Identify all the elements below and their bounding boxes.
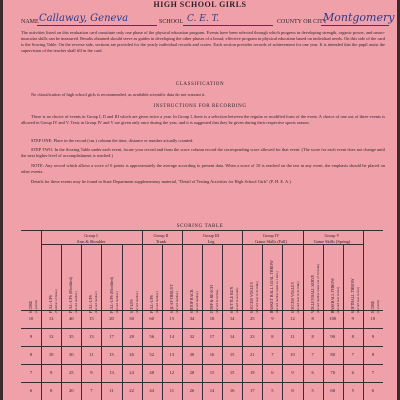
table-cell: 14 <box>209 388 215 393</box>
row-rule <box>21 382 383 383</box>
table-cell: 30 <box>68 352 74 357</box>
column-rule <box>81 244 82 400</box>
column-header: PULL-UPS (Modified) (Record number) <box>69 276 78 314</box>
table-cell: 7 <box>29 370 33 375</box>
school-line <box>183 25 273 26</box>
table-cell: 70 <box>330 370 335 375</box>
column-header: SQUAT-THRUST (Record number) <box>169 284 179 314</box>
column-header: SHUTTLE RUN (Record in seconds) <box>230 286 239 314</box>
table-top-rule <box>21 230 383 231</box>
table-cell: 9 <box>371 334 375 339</box>
table-cell: 13 <box>109 370 114 375</box>
table-cell: 7 <box>351 352 354 357</box>
table-cell: 13 <box>89 334 94 339</box>
table-cell: 8 <box>271 334 274 339</box>
table-cell: 21 <box>249 352 255 357</box>
classification-text: No classification of high school girls is recommended, as available scientific data do not warrant it. <box>31 92 206 97</box>
table-cell: 11 <box>290 334 295 339</box>
table-cell: 6 <box>311 370 314 375</box>
table-cell: 34 <box>189 316 195 321</box>
column-header: PULL-UPS (Record number) <box>89 291 98 314</box>
table-cell: 14 <box>169 334 175 339</box>
name-line <box>37 25 157 26</box>
table-cell: 10 <box>370 316 376 321</box>
column-rule <box>162 244 163 400</box>
table-cell: 11 <box>109 388 114 393</box>
table-cell: 44 <box>149 388 154 393</box>
table-cell: 8 <box>50 388 53 393</box>
table-cell: 5 <box>311 388 314 393</box>
table-cell: 16 <box>229 388 235 393</box>
table-cell: 30 <box>129 316 134 321</box>
table-cell: 13 <box>48 316 54 321</box>
step-two: STEP TWO: In the Scoring Table under each event, locate your record and from the score column record the corresponding score allowed for that event. (The score for each event does not change until the next higher level of accomplishment is reached.) <box>21 147 385 158</box>
county-label: COUNTY OR CITY <box>277 19 328 25</box>
column-rule <box>262 244 263 400</box>
table-cell: 10 <box>28 316 34 321</box>
table-cell: 22 <box>129 388 134 393</box>
county-line <box>321 25 389 26</box>
column-header: SCORE (in points) <box>28 299 38 314</box>
row-rule <box>21 328 383 329</box>
group-3-header: Group III Leg <box>202 233 220 244</box>
county-name: Montgomery <box>323 11 395 24</box>
table-cell: 15 <box>209 370 215 375</box>
intro-paragraph: The activities listed on this evaluation card constitute only one phase of the physical education program. Events have been selected through which progress in developing strength, organic power, and neuro-muscular skills can be measured. Results obtained should serve as guides in developing the other phases of a broad, effective program in physical education based on individual needs. On this side of the card is the Scoring Table. On the reverse side, sections are provided for the yearly individual records and scores. Each section provides records of achievement for one year. It is intended that the pupil assist the supervision of the teacher shall fill in the card. <box>21 30 385 53</box>
table-cell: 24 <box>129 370 134 375</box>
table-cell: 9 <box>271 316 274 321</box>
table-cell: 6 <box>351 370 354 375</box>
table-cell: 15 <box>229 370 235 375</box>
column-rule <box>61 244 62 400</box>
note: NOTE: Any record which allows a score of 0 points is approximately the average according to present data. When a score of 10 is reached on the test in any event, the emphasis should be placed on other events. <box>21 163 385 174</box>
table-cell: 8 <box>311 316 314 321</box>
group-5-header: Group V Game Skills (Spring) <box>313 233 351 244</box>
table-cell: 17 <box>209 334 215 339</box>
table-cell: 13 <box>169 352 175 357</box>
table-cell: 9 <box>291 370 294 375</box>
table-cell: 12 <box>290 316 295 321</box>
table-cell: 25 <box>68 370 74 375</box>
table-cell: 9 <box>29 334 33 339</box>
column-header: PULL-UPS (Modified) (Record number) <box>109 276 118 314</box>
table-cell: 23 <box>249 334 255 339</box>
table-cell: 11 <box>169 388 175 393</box>
school-name: C. E. T. <box>187 14 220 24</box>
column-header: PULL-UPS (Record number) <box>149 291 159 314</box>
table-cell: 8 <box>29 352 33 357</box>
table-cell: 30 <box>189 352 195 357</box>
table-cell: 10 <box>290 352 295 357</box>
table-cell: 26 <box>189 388 195 393</box>
table-cell: 80 <box>330 352 335 357</box>
table-cell: 25 <box>249 316 255 321</box>
table-cell: 9 <box>50 370 53 375</box>
table-cell: 100 <box>329 316 337 321</box>
group-2-header: Group II Trunk <box>153 233 169 244</box>
table-cell: 7 <box>311 352 314 357</box>
table-cell: 16 <box>209 352 215 357</box>
table-cell: 18 <box>209 316 215 321</box>
table-cell: 19 <box>249 370 255 375</box>
column-header: SIT-UPS (Record number) <box>129 291 139 314</box>
column-rule <box>101 244 102 400</box>
row-rule <box>21 364 383 365</box>
table-cell: 15 <box>89 316 94 321</box>
table-cell: 6 <box>271 370 274 375</box>
column-header: SOFTBALL THROW (Record best in feet) <box>350 278 360 314</box>
table-cell: 8 <box>371 352 375 357</box>
table-cell: 10 <box>48 352 54 357</box>
column-rule <box>122 244 123 400</box>
table-cell: 28 <box>189 370 195 375</box>
table-cell: 20 <box>68 388 74 393</box>
table-cell: 12 <box>48 334 54 339</box>
student-name: Callaway, Geneva <box>39 13 129 24</box>
table-cell: 15 <box>109 352 114 357</box>
scoring-table-title: SCORING TABLE <box>176 224 224 229</box>
column-header: SOCCER VOLLEY (Record best in 10 trials) <box>290 281 299 314</box>
column-rule <box>222 244 223 400</box>
table-cell: 15 <box>169 316 175 321</box>
column-header: STOOP BACK (Record number) <box>189 289 199 314</box>
table-cell: 6 <box>29 388 33 393</box>
table-cell: 8 <box>351 334 354 339</box>
table-cell: 15 <box>229 352 235 357</box>
table-cell: 40 <box>68 316 74 321</box>
table-cell: 7 <box>271 352 274 357</box>
table-cell: 35 <box>68 334 74 339</box>
column-header: SOCCER VOLLEY (Record best in 10 trials) <box>250 281 259 314</box>
column-rule <box>343 244 344 400</box>
row-rule <box>21 346 383 347</box>
table-cell: 48 <box>149 370 154 375</box>
column-header: VOLLEYBALL SERVE (Record number made out of 10 trials) <box>310 264 320 314</box>
table-cell: 6 <box>371 388 375 393</box>
table-cell: 20 <box>109 316 114 321</box>
table-cell: 12 <box>169 370 175 375</box>
table-cell: 14 <box>229 316 235 321</box>
table-cell: 28 <box>129 334 134 339</box>
table-cell: 26 <box>129 352 134 357</box>
evaluation-card <box>3 0 397 400</box>
column-header: JUMP & REACH (Record in inches) <box>209 285 219 314</box>
name-label: NAME <box>21 19 39 25</box>
table-cell: 60 <box>149 316 154 321</box>
scoring-table <box>21 230 383 400</box>
table-cell: 17 <box>109 334 114 339</box>
column-rule <box>323 244 324 400</box>
table-cell: 11 <box>89 352 94 357</box>
table-cell: 7 <box>371 370 375 375</box>
table-cell: 9 <box>351 316 354 321</box>
table-cell: 90 <box>330 334 335 339</box>
details-note: Details for these events may be found in State Department supplementary material, "Detail of Testing Activities for High School Girls" (P. H. E. A.). <box>31 179 292 184</box>
table-cell: 52 <box>149 352 154 357</box>
column-header: PULL-UPS (Number of times) <box>49 289 58 314</box>
instructions-text: There is no choice of events in Group I, II and III which are given twice a year. In Group I, there is a selection between the regular or modified form of the event. A choice of one out of three events is allowed in Group IV and V. Tests in Group IV and V are given only once during the year, and it is suggested that they be given during their respective sports season. <box>21 114 385 125</box>
student-info-row <box>21 11 395 27</box>
table-cell: 14 <box>229 334 235 339</box>
table-cell: 32 <box>189 334 195 339</box>
step-one: STEP ONE: Place in the record (cm.) column the time, distance or number actually counted. <box>31 138 194 143</box>
table-cell: 5 <box>351 388 354 393</box>
school-label: SCHOOL <box>159 19 184 25</box>
card-title: HIGH SCHOOL GIRLS <box>153 0 247 9</box>
column-header: BASKET BALL GOAL THROW (Record number made in 1 min.) <box>270 260 279 314</box>
table-cell: 17 <box>249 388 255 393</box>
table-cell: 8 <box>291 388 294 393</box>
table-cell: 5 <box>271 388 274 393</box>
column-header: SCORE (in points) <box>370 299 380 314</box>
table-cell: 8 <box>311 334 314 339</box>
table-cell: 56 <box>149 334 154 339</box>
column-header: BASEBALL THROW (Record best in feet) <box>330 278 340 314</box>
table-cell: 60 <box>330 388 335 393</box>
column-rule <box>202 244 203 400</box>
table-cell: 7 <box>90 388 93 393</box>
group-4-header: Group IV Game Skills (Fall) <box>255 233 287 244</box>
classification-heading: CLASSIFICATION <box>175 82 225 87</box>
column-rule <box>282 244 283 400</box>
table-cell: 9 <box>90 370 93 375</box>
group-1-header: Group I Arm & Shoulder <box>76 233 106 244</box>
instructions-heading: INSTRUCTIONS FOR RECORDING <box>153 104 247 109</box>
